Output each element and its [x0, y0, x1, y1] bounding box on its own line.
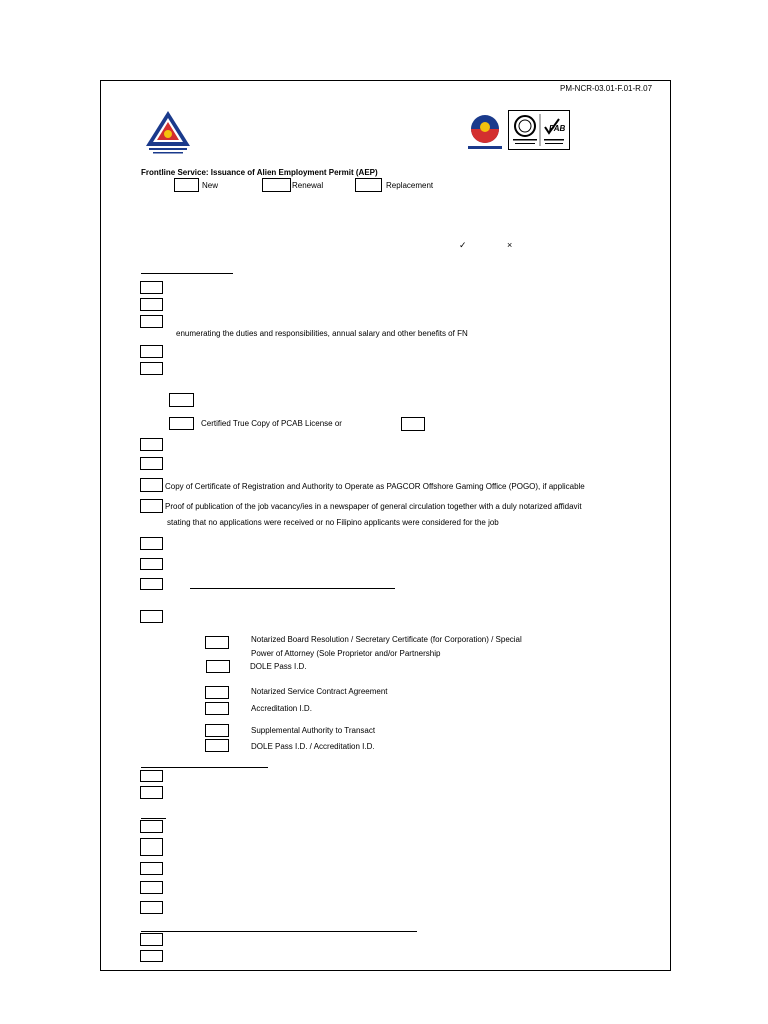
- pogo-checkbox[interactable]: [140, 478, 163, 492]
- renewal-checkbox[interactable]: [262, 178, 291, 192]
- document-code: PM-NCR-03.01-F.01-R.07: [560, 84, 653, 93]
- requirement-checkbox[interactable]: [140, 770, 163, 782]
- supplemental-text: Supplemental Authority to Transact: [251, 726, 376, 735]
- requirement-checkbox[interactable]: [140, 281, 163, 294]
- check-mark-legend: ✓: [459, 240, 467, 250]
- representative-checkbox[interactable]: [140, 610, 163, 623]
- publication-text-2: stating that no applications were received or no Filipino applicants were considered for the job: [167, 518, 499, 527]
- section-heading-underline: [141, 767, 268, 768]
- bagong-pilipinas-logo: [464, 113, 506, 153]
- dole-pass-accreditation-text: DOLE Pass I.D. / Accreditation I.D.: [251, 742, 375, 751]
- board-resolution-text-1: Notarized Board Resolution / Secretary Certificate (for Corporation) / Special: [251, 635, 522, 644]
- certification-logo: [508, 110, 570, 150]
- requirement-checkbox[interactable]: [140, 362, 163, 375]
- replacement-checkbox[interactable]: [355, 178, 382, 192]
- dole-pass-accreditation-checkbox[interactable]: [205, 739, 229, 752]
- publication-text-1: Proof of publication of the job vacancy/ies in a newspaper of general circulation together with a duly notarized affidavit: [165, 502, 582, 511]
- board-resolution-text-2: Power of Attorney (Sole Proprietor and/or Partnership: [251, 649, 441, 658]
- requirement-checkbox[interactable]: [140, 345, 163, 358]
- requirement-checkbox[interactable]: [140, 820, 163, 833]
- board-resolution-checkbox[interactable]: [205, 636, 229, 649]
- requirement-checkbox[interactable]: [140, 537, 163, 550]
- requirement-checkbox[interactable]: [140, 315, 163, 328]
- section-heading-underline: [141, 818, 166, 819]
- requirement-checkbox[interactable]: [169, 393, 194, 407]
- new-checkbox[interactable]: [174, 178, 199, 192]
- service-contract-checkbox[interactable]: [205, 686, 229, 699]
- section-heading-underline: [141, 931, 417, 932]
- dole-logo: [143, 108, 193, 156]
- replacement-label: Replacement: [386, 181, 434, 190]
- dole-pass-checkbox[interactable]: [206, 660, 230, 673]
- requirement-checkbox[interactable]: [140, 862, 163, 875]
- pcab-alt-checkbox[interactable]: [401, 417, 425, 431]
- requirement-checkbox[interactable]: [140, 838, 163, 856]
- section-heading-underline: [141, 273, 233, 274]
- renewal-label: Renewal: [292, 181, 324, 190]
- requirement-checkbox[interactable]: [140, 578, 163, 590]
- requirement-checkbox[interactable]: [140, 438, 163, 451]
- pcab-text: Certified True Copy of PCAB License or: [201, 419, 342, 428]
- dole-pass-text: DOLE Pass I.D.: [250, 662, 307, 671]
- accreditation-checkbox[interactable]: [205, 702, 229, 715]
- pogo-text: Copy of Certificate of Registration and Authority to Operate as PAGCOR Offshore Gaming Office (POGO), if applicable: [165, 482, 585, 491]
- form-title: Frontline Service: Issuance of Alien Employment Permit (AEP): [141, 168, 378, 177]
- requirement-checkbox[interactable]: [140, 298, 163, 311]
- requirement-checkbox[interactable]: [140, 558, 163, 570]
- supplemental-checkbox[interactable]: [205, 724, 229, 737]
- cross-mark-legend: ×: [507, 240, 513, 250]
- requirement-checkbox[interactable]: [140, 901, 163, 914]
- pab-mark: PAB: [549, 124, 566, 133]
- requirement-checkbox[interactable]: [140, 881, 163, 894]
- publication-checkbox[interactable]: [140, 499, 163, 513]
- requirement-checkbox[interactable]: [140, 786, 163, 799]
- duties-text: enumerating the duties and responsibilities, annual salary and other benefits of FN: [176, 329, 468, 338]
- accreditation-text: Accreditation I.D.: [251, 704, 312, 713]
- requirement-checkbox[interactable]: [140, 457, 163, 470]
- new-label: New: [202, 181, 219, 190]
- fill-in-line: [190, 588, 395, 589]
- requirement-checkbox[interactable]: [140, 933, 163, 946]
- pcab-checkbox[interactable]: [169, 417, 194, 430]
- requirement-checkbox[interactable]: [140, 950, 163, 962]
- service-contract-text: Notarized Service Contract Agreement: [251, 687, 388, 696]
